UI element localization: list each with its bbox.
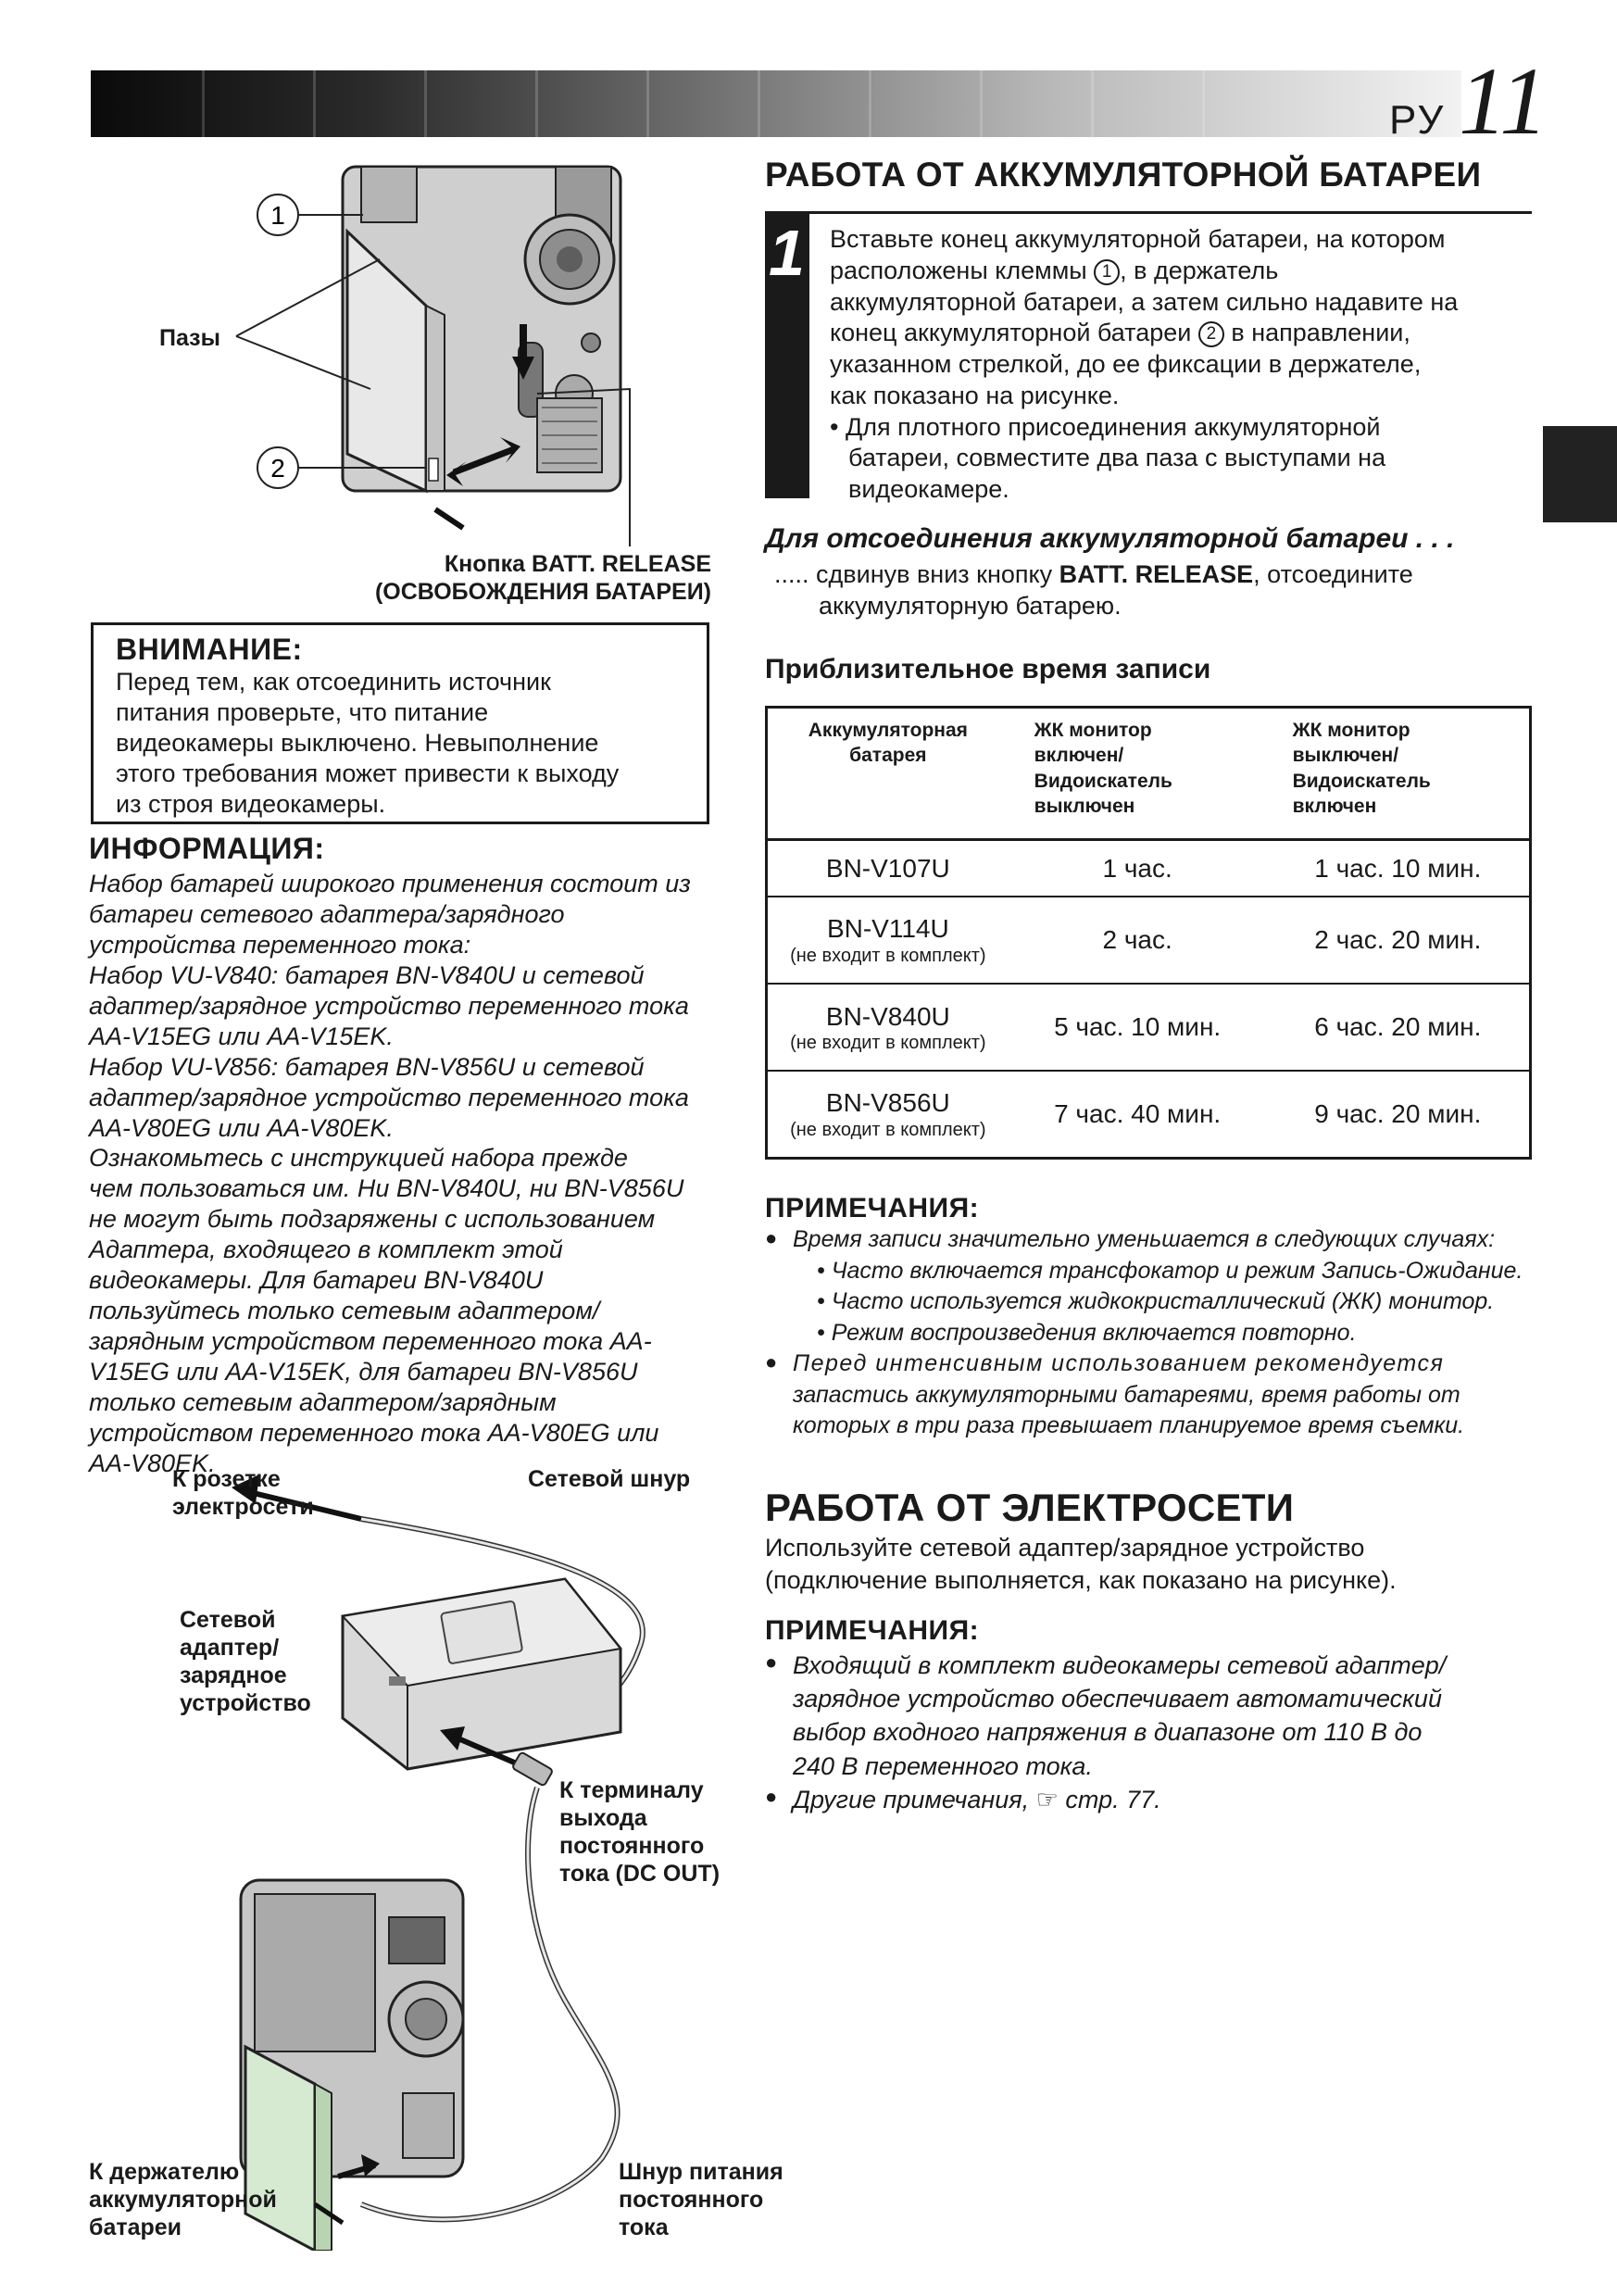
info-line: Набор VU-V840: батарея BN-V840U и сетевой (89, 960, 645, 989)
callout-2-inline: 2 (1198, 321, 1224, 347)
time-lcd-off: 1 час. 10 мин. (1267, 840, 1531, 897)
battery-section-title: РАБОТА ОТ АККУМУЛЯТОРНОЙ БАТАРЕИ (765, 156, 1482, 194)
note-item: ● Входящий в комплект видеокамеры сетевой адаптер/ (765, 1649, 1537, 1682)
power-line: Используйте сетевой адаптер/зарядное устройство (765, 1534, 1365, 1562)
step-bullet-cont: видеокамере. (848, 475, 1009, 503)
time-lcd-on: 5 час. 10 мин. (1009, 984, 1267, 1071)
header-line: ЖК монитор (1034, 720, 1152, 741)
info-line: адаптер/зарядное устройство переменного тока (89, 991, 689, 1020)
battery-model-cell (767, 1071, 1009, 1158)
battery-model-cell (767, 897, 1009, 984)
detach-text (774, 559, 1534, 622)
note-subitem (765, 1318, 1537, 1349)
header-line: Видоискатель (1292, 770, 1431, 792)
adapter-label-4: устройство (180, 1690, 311, 1716)
info-line: чем пользоваться им. Ни BN-V840U, ни BN-V856U (89, 1174, 684, 1203)
step-line-part: в направлении, (1223, 319, 1410, 347)
page-number: 11 (1459, 48, 1548, 155)
info-title: ИНФОРМАЦИЯ: (89, 832, 325, 865)
table-row (767, 840, 1531, 897)
note-item-cont: 240 В переменного тока. (793, 1751, 1093, 1780)
detach-line-1 (774, 559, 1534, 591)
slots-label: Пазы (159, 325, 220, 351)
info-line: адаптер/зарядное устройство переменного тока (89, 1083, 689, 1111)
notes-list-1 (765, 1224, 1537, 1442)
time-lcd-off: 2 час. 20 мин. (1267, 897, 1531, 984)
note-subitem-text: • Часто используется жидкокристаллический (ЖК) монитор. (817, 1288, 1495, 1314)
table-header-battery (767, 708, 1009, 840)
battery-holder-label-3: батареи (89, 2214, 182, 2240)
note-item-cont: которых в три раза превышает планируемое время съемки. (793, 1412, 1465, 1438)
header-gradient-bar (91, 70, 1461, 137)
dc-cord-label-1: Шнур питания (619, 2159, 783, 2185)
step-instructions (830, 224, 1534, 506)
step-line-part: расположены клеммы (830, 256, 1095, 284)
battery-model: BN-V107U (767, 840, 1009, 897)
info-line: устройства переменного тока: (89, 930, 471, 959)
info-line: Ознакомьтесь с инструкцией набора прежде (89, 1144, 628, 1173)
info-line: AA-V80EK. (89, 1449, 216, 1477)
info-line: Набор батарей широкого применения состоит из (89, 870, 691, 897)
detach-title: Для отсоединения аккумуляторной батареи . . . (765, 523, 1455, 554)
battery-model: BN-V856U (825, 1088, 950, 1118)
step-line: Вставьте конец аккумуляторной батареи, на котором (830, 225, 1446, 253)
note-subitem (765, 1256, 1537, 1287)
info-line: не могут быть подзаряжены с использованием (89, 1205, 656, 1234)
info-line: устройством переменного тока AA-V80EG или (89, 1418, 659, 1447)
time-lcd-off: 6 час. 20 мин. (1267, 984, 1531, 1071)
battery-model: BN-V114U (826, 914, 949, 944)
info-line: Набор VU-V856: батарея BN-V856U и сетевой (89, 1052, 645, 1081)
step-line: аккумуляторной батареи, а затем сильно надавите на (830, 287, 1459, 316)
note-subitem-text: • Режим воспроизведения включается повторно. (817, 1319, 1357, 1346)
info-line: AA-V15EG или AA-V15EK. (89, 1022, 394, 1050)
adapter-label-2: адаптер/ (180, 1635, 280, 1661)
dc-out-label-1: К терминалу (559, 1777, 704, 1803)
info-line: AA-V80EG или AA-V80EK. (89, 1113, 394, 1142)
header-line: Видоискатель (1034, 770, 1172, 792)
battery-note: (не входит в комплект) (790, 1033, 986, 1054)
note-item-cont: запастись аккумуляторными батареями, время работы от (793, 1381, 1460, 1408)
time-lcd-on: 7 час. 40 мин. (1009, 1071, 1267, 1158)
dc-out-label-4: тока (DC OUT) (559, 1861, 721, 1887)
notes-title-1: ПРИМЕЧАНИЯ: (765, 1193, 980, 1223)
note-item: ● Время записи значительно уменьшается в следующих случаях: (765, 1224, 1537, 1256)
warning-title: ВНИМАНИЕ: (116, 633, 303, 666)
callout-1: 1 (270, 201, 285, 230)
power-section-title: РАБОТА ОТ ЭЛЕКТРОСЕТИ (765, 1486, 1295, 1529)
dc-cord-label-3: тока (619, 2214, 669, 2240)
note-subitem (765, 1286, 1537, 1318)
table-header-row (767, 708, 1531, 840)
time-lcd-on: 1 час. (1009, 840, 1267, 897)
note-item-cont: зарядное устройство обеспечивает автоматический (793, 1685, 1442, 1713)
power-line: (подключение выполняется, как показано на рисунке). (765, 1565, 1397, 1594)
battery-holder-label-1: К держателю (89, 2159, 240, 2185)
header-line: Аккумуляторная (808, 720, 968, 741)
to-outlet-label-2: электросети (172, 1494, 314, 1520)
detach-line-2: аккумуляторную батарею. (819, 591, 1122, 620)
warning-line: из строя видеокамеры. (116, 789, 386, 818)
notes-list-2 (765, 1649, 1537, 1816)
adapter-label-3: зарядное (180, 1662, 287, 1688)
note-item-cont: выбор входного напряжения в диапазоне от 110 В до (793, 1718, 1423, 1747)
batt-release-button-name: BATT. RELEASE (1059, 560, 1254, 588)
header-line: выключен (1034, 795, 1135, 817)
step-line (830, 318, 1534, 349)
header-line: выключен/ (1292, 745, 1399, 767)
header-line: батарея (849, 745, 927, 767)
detach-line-part: , отсоедините (1253, 560, 1413, 588)
info-line: только сетевым адаптером/зарядным (89, 1387, 557, 1416)
time-lcd-off: 9 час. 20 мин. (1267, 1071, 1531, 1158)
note-subitem-text: • Часто включается трансфокатор и режим Запись-Ожидание. (817, 1257, 1523, 1284)
table-row (767, 984, 1531, 1071)
battery-note: (не входит в комплект) (790, 945, 986, 966)
detach-line-part: ..... сдвинув вниз кнопку (774, 560, 1059, 588)
info-line: видеокамеры. Для батареи BN-V840U (89, 1266, 544, 1295)
warning-box (91, 622, 709, 824)
header-line: включен (1292, 795, 1377, 817)
header-line: включен/ (1034, 745, 1124, 767)
step-line-part: , в держатель (1120, 256, 1279, 284)
section-tab-marker (1543, 426, 1617, 522)
info-line: зарядным устройством переменного тока AA- (89, 1327, 652, 1356)
to-outlet-label-1: К розетке (172, 1466, 281, 1492)
power-cord-label: Сетевой шнур (528, 1466, 691, 1492)
battery-note: (не входит в комплект) (790, 1119, 986, 1140)
info-line: Адаптера, входящего в комплект этой (89, 1236, 563, 1264)
batt-release-label-1: Кнопка BATT. RELEASE (444, 551, 711, 577)
battery-holder-label-2: аккумуляторной (89, 2187, 277, 2213)
step-line: указанном стрелкой, до ее фиксации в держателе, (830, 350, 1422, 378)
step-line-part: конец аккумуляторной батареи (830, 319, 1198, 347)
info-text (89, 869, 715, 1479)
step-number: 1 (769, 217, 805, 289)
dc-cord-label-2: постоянного (619, 2187, 764, 2213)
section-title-rule (765, 211, 1532, 214)
adapter-label-1: Сетевой (180, 1607, 276, 1633)
step-line (830, 256, 1534, 287)
dc-out-label-3: постоянного (559, 1833, 705, 1859)
table-header-lcd-off (1267, 708, 1531, 840)
table-header-lcd-on (1009, 708, 1267, 840)
power-section-text (765, 1532, 1534, 1596)
recording-time-table (765, 706, 1532, 1160)
warning-line: видеокамеры выключено. Невыполнение (116, 728, 599, 757)
warning-line: Перед тем, как отсоединить источник (116, 668, 551, 696)
time-lcd-on: 2 час. (1009, 897, 1267, 984)
step-bullet: • Для плотного присоединения аккумуляторной (830, 412, 1381, 441)
batt-release-label-2: (ОСВОБОЖДЕНИЯ БАТАРЕИ) (374, 579, 711, 605)
recording-time-title: Приблизительное время записи (765, 654, 1211, 684)
notes-title-2: ПРИМЕЧАНИЯ: (765, 1615, 980, 1646)
step-line: как показано на рисунке. (830, 381, 1120, 409)
battery-attach-illustration (148, 157, 722, 602)
callout-2: 2 (270, 454, 285, 483)
info-line: пользуйтесь только сетевым адаптером/ (89, 1297, 600, 1325)
step-bullet-cont: батареи, совместите два паза с выступами на (848, 444, 1386, 472)
battery-model: BN-V840U (825, 1001, 950, 1031)
battery-model-cell (767, 984, 1009, 1071)
warning-text (116, 667, 684, 820)
table-row (767, 1071, 1531, 1158)
warning-line: этого требования может привести к выходу (116, 759, 620, 787)
info-line: V15EG или AA-V15EK, для батареи BN-V856U (89, 1358, 638, 1386)
callout-1-inline: 1 (1094, 259, 1120, 285)
info-line: батареи сетевого адаптера/зарядного (89, 899, 565, 928)
warning-line: питания проверьте, что питание (116, 697, 489, 726)
dc-out-label-2: выхода (559, 1805, 647, 1831)
note-item: ● Перед интенсивным использованием рекомендуется (765, 1349, 1537, 1380)
page-language: РУ (1389, 97, 1446, 143)
note-item-reference: ● Другие примечания, ☞ стр. 77. (765, 1783, 1537, 1816)
table-row (767, 897, 1531, 984)
header-line: ЖК монитор (1292, 720, 1410, 741)
